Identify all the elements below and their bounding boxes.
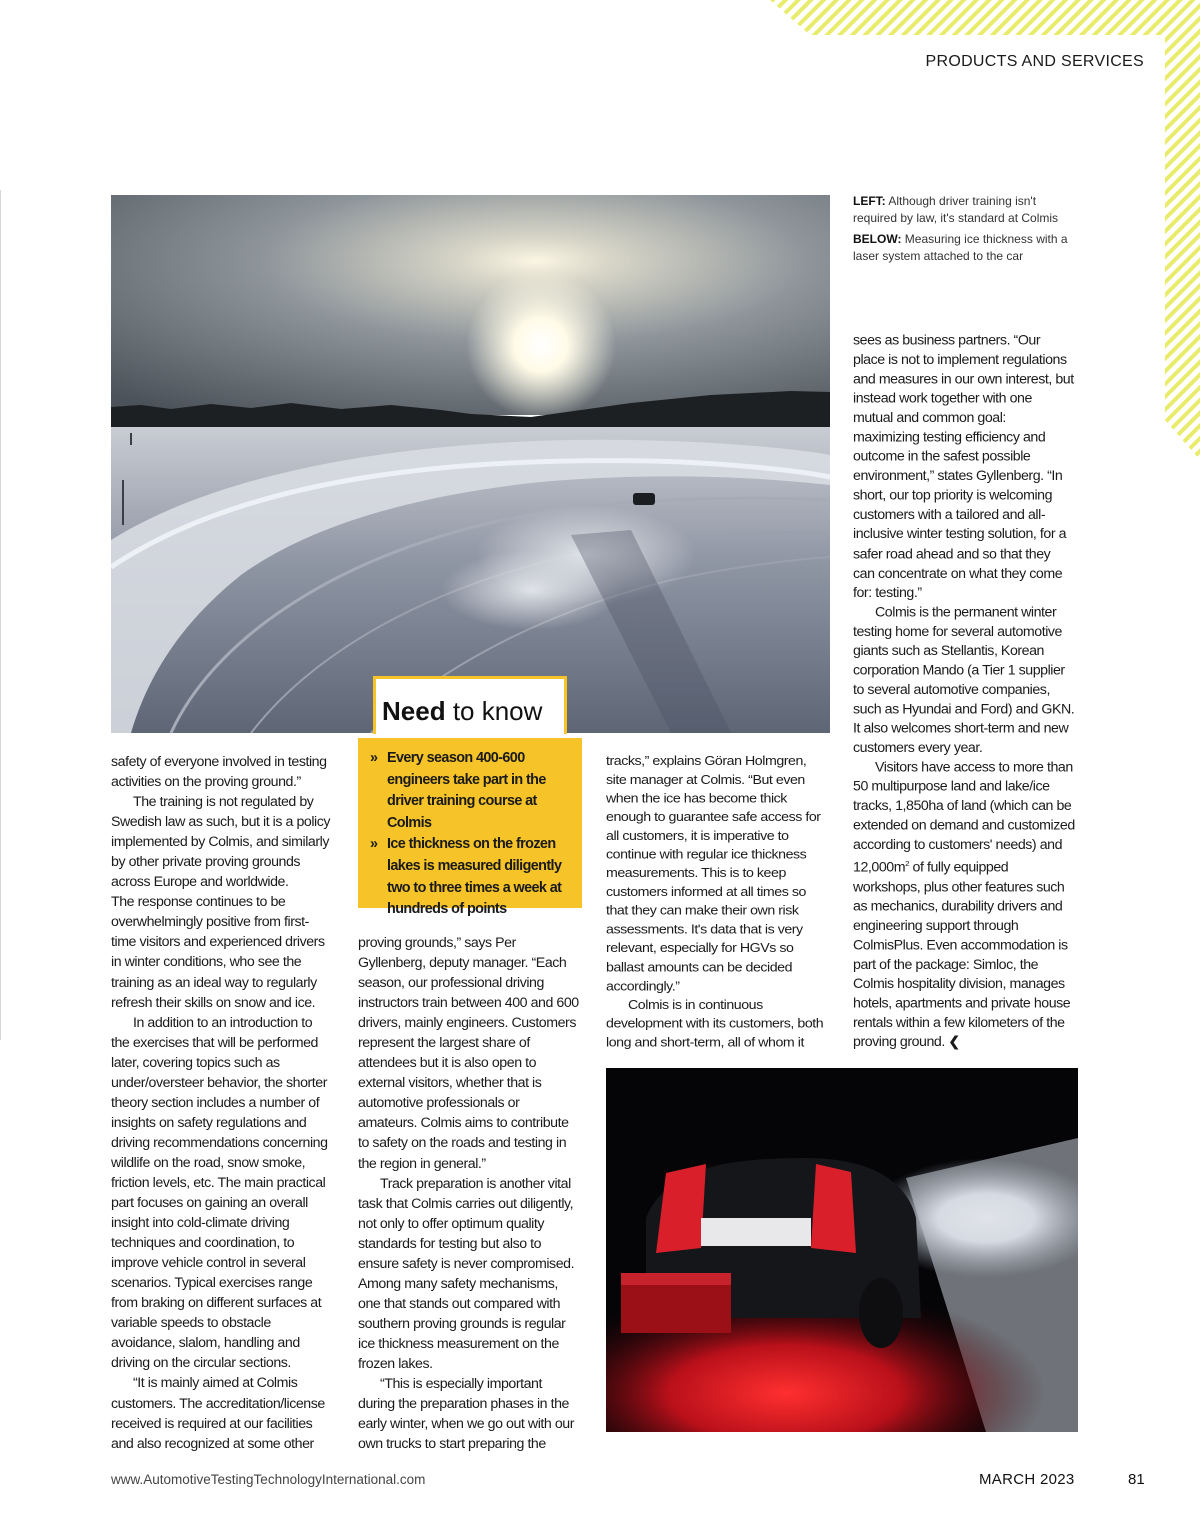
need-to-know-list [370,748,580,921]
paragraph: The response continues to be overwhelmingly positive from first-time visitors and experienced drivers in winter conditions, who see the training as an ideal way to regularly refresh their skills on snow and ice. [111,894,325,1011]
paragraph: proving grounds,” says Per Gyllenberg, deputy manager. “Each season, our professional driving instructors train between 400 and 600 drivers, mainly engineers. Customers represent the largest share of attendees but it is also open to external visitors, whether that is automotive professionals or amateurs. Colmis aims to contribute to safety on the roads and testing in the region in general.” [358,935,579,1172]
paragraph: safety of everyone involved in testing activities on the proving ground.” [111,754,327,791]
need-to-know-title: Need to know [382,696,543,726]
paragraph: sees as business partners. “Our place is not to implement regulations and measures in our own interest, but instead work together with one mutual and common goal: maximizing testing efficiency and outcome in the safest possible environment,” states Gyllenberg. “In short, our top priority is welcoming customers with a tailored and all-inclusive winter testing solution, for a safer road ahead and so that they can concentrate on what they come for: testing.” [853,332,1074,601]
top-photo-ice-track [111,195,830,733]
caption-left: LEFT: Although driver training isn't required by law, it's standard at Colmis [853,194,1059,225]
paragraph: Colmis is the permanent winter testing home for several automotive giants such as Stellantis, Korean corporation Mando (a Tier 1 supplier to several automotive companies, such as Hyundai and Ford) and GKN. It also welcomes short-term and new customers every year. [853,604,1075,756]
section-label: PRODUCTS AND SERVICES [925,53,1144,70]
paragraph: “This is especially important during the preparation phases in the early winter, when we go out with our own trucks to start preparing the [358,1376,574,1453]
paragraph-final: Visitors have access to more than 50 multipurpose land and lake/ice tracks, 1,850ha of land (which can be extended on demand and customized according to customers' needs) and $12,000m^2$ of fully equipped workshops, plus other features such as mechanics, durability drivers and engineering support through ColmisPlus. Even accommodation is part of the package: Simloc, the Colmis hospitality division, manages hotels, apartments and private house rentals within a few kilometers of the proving ground. ❮ [853,759,1075,1051]
need-to-know-item: » Every season 400-600 engineers take part in the driver training course at Colmis [370,750,546,831]
paragraph: Colmis is in continuous development with its customers, both long and short-term, all of whom it [606,997,824,1050]
page-fold-line [0,190,1,1040]
footer-page-number: 81 [1128,1471,1145,1488]
article-column-3 [606,752,828,1052]
article-column-1 [111,752,333,1454]
paragraph: Track preparation is another vital task that Colmis carries out diligently, not only to offer optimum quality standards for testing but also to ensure safety is never compromised. Among many safety mechanisms, one that stands out compared with southern proving grounds is regular ice thickness measurement on the frozen lakes. [358,1175,575,1372]
footer-website-url: www.AutomotiveTestingTechnologyInternational.com [111,1472,426,1487]
article-column-2 [358,933,580,1454]
need-to-know-item: » Ice thickness on the frozen lakes is measured diligently two to three times a week at hundreds of points [370,836,562,918]
bottom-photo-ice-measurement [606,1068,1078,1432]
double-chevron-icon: » [370,836,378,853]
footer-issue-date: MARCH 2023 [979,1471,1075,1488]
photo-captions [853,193,1083,269]
paragraph: In addition to an introduction to the exercises that will be performed later, covering topics such as under/oversteer behavior, the shorter theory section includes a number of insights on safety regulations and driving recommendations concerning wildlife on the road, snow smoke, friction levels, etc. The main practical part focuses on gaining an overall insight into cold-climate driving techniques and coordination, to improve vehicle control in several scenarios. Typical exercises range from braking on different surfaces at variable speeds to obstacle avoidance, slalom, handling and driving on the circular sections. [111,1014,328,1372]
end-mark-icon: ❮ [948,1034,960,1051]
paragraph: “It is mainly aimed at Colmis customers. The accreditation/license received is required at our facilities and also recognized at some other [111,1375,325,1452]
caption-below: BELOW: Measuring ice thickness with a laser system attached to the car [853,232,1068,263]
paragraph: tracks,” explains Göran Holmgren, site manager at Colmis. “But even when the ice has become thick enough to guarantee safe access for all customers, it is imperative to continue with regular ice thickness measurements. This is to keep customers informed at all times so that they can make their own risk assessments. It's data that is very relevant, especially for HGVs so ballast amounts can be decided accordingly.” [606,753,821,994]
paragraph: The training is not regulated by Swedish law as such, but it is a policy implemented by Colmis, and similarly by other private proving grounds across Europe and worldwide. [111,794,331,891]
article-column-4 [853,331,1075,1052]
double-chevron-icon: » [370,750,378,766]
